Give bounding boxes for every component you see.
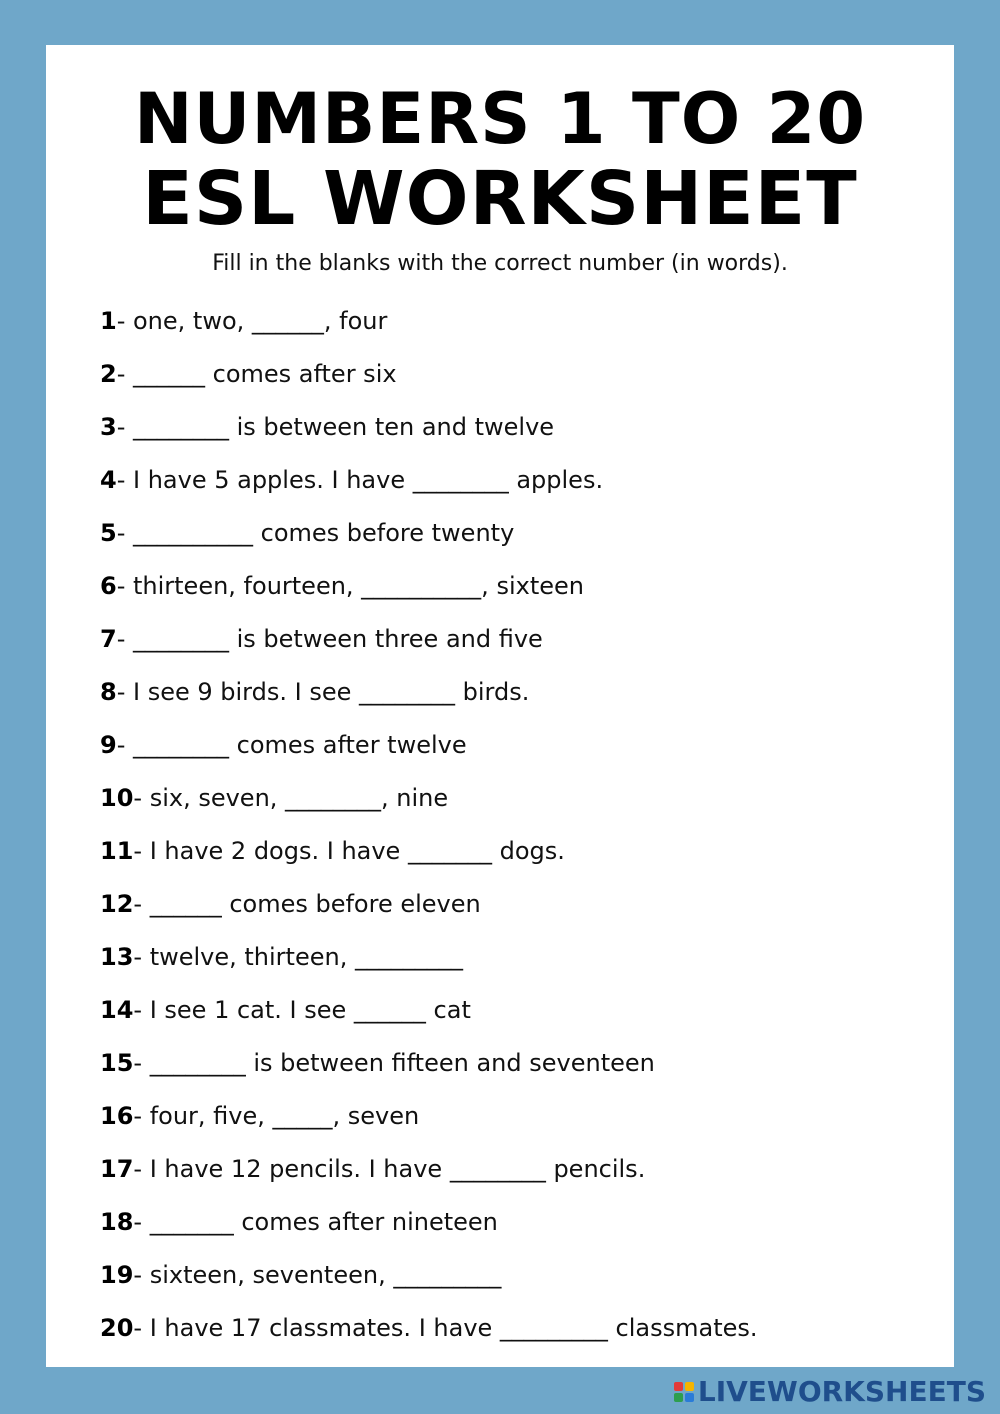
question-item-10 [100,780,940,833]
question-number: 11 [100,837,134,865]
question-item-4 [100,462,940,515]
question-text: - _______ comes after nineteen [133,1208,498,1236]
question-number: 1 [100,307,117,335]
question-number: 4 [100,466,117,494]
question-text: - six, seven, ________, nine [133,784,449,812]
question-text: - ________ is between three and five [116,625,543,653]
question-number: 19 [100,1261,134,1289]
question-item-16 [100,1098,940,1151]
title-line-2: ESL WORKSHEET [142,156,858,242]
logo-square-red [674,1382,683,1391]
question-number: 20 [100,1314,134,1342]
question-item-2 [100,356,940,409]
logo-square-yellow [685,1382,694,1391]
question-item-15 [100,1045,940,1098]
question-number: 10 [100,784,134,812]
question-item-5 [100,515,940,568]
question-text: - I have 2 dogs. I have _______ dogs. [133,837,565,865]
question-item-18 [100,1204,940,1257]
logo-square-blue [685,1393,694,1402]
question-text: - twelve, thirteen, _________ [133,943,463,971]
question-text: - ______ comes before eleven [133,890,481,918]
question-number: 17 [100,1155,134,1183]
question-text: - I have 17 classmates. I have _________ classmates. [133,1314,758,1342]
question-number: 12 [100,890,134,918]
question-number: 14 [100,996,134,1024]
worksheet-page [46,45,954,1367]
logo-square-green [674,1393,683,1402]
question-number: 15 [100,1049,134,1077]
question-number: 18 [100,1208,134,1236]
question-item-13 [100,939,940,992]
question-text: - ________ is between fifteen and seventeen [133,1049,655,1077]
question-list [100,303,940,1363]
question-text: - __________ comes before twenty [116,519,515,547]
question-item-12 [100,886,940,939]
question-text: - ________ is between ten and twelve [116,413,555,441]
question-number: 16 [100,1102,134,1130]
question-item-9 [100,727,940,780]
question-number: 7 [100,625,117,653]
question-text: - I have 12 pencils. I have ________ pencils. [133,1155,646,1183]
question-text: - I see 9 birds. I see ________ birds. [116,678,530,706]
question-item-11 [100,833,940,886]
question-item-1 [100,303,940,356]
question-number: 8 [100,678,117,706]
question-text: - thirteen, fourteen, __________, sixteen [116,572,584,600]
question-item-8 [100,674,940,727]
question-number: 5 [100,519,117,547]
question-item-20 [100,1310,940,1363]
liveworksheets-logo-icon [674,1382,694,1402]
question-item-6 [100,568,940,621]
question-text: - I have 5 apples. I have ________ apples. [116,466,604,494]
question-text: - four, five, _____, seven [133,1102,420,1130]
question-text: - ________ comes after twelve [116,731,467,759]
question-number: 2 [100,360,117,388]
question-number: 9 [100,731,117,759]
question-item-7 [100,621,940,674]
question-item-14 [100,992,940,1045]
title-line-1: NUMBERS 1 TO 20 [133,78,867,160]
question-item-19 [100,1257,940,1310]
question-text: - I see 1 cat. I see ______ cat [133,996,471,1024]
question-text: - ______ comes after six [116,360,397,388]
question-number: 6 [100,572,117,600]
question-text: - one, two, ______, four [116,307,388,335]
question-number: 3 [100,413,117,441]
question-number: 13 [100,943,134,971]
question-item-17 [100,1151,940,1204]
logo-text: LIVEWORKSHEETS [697,1375,986,1408]
instructions: Fill in the blanks with the correct number (in words). [212,251,788,276]
question-text: - sixteen, seventeen, _________ [133,1261,502,1289]
question-item-3 [100,409,940,462]
liveworksheets-logo[interactable] [674,1374,986,1410]
